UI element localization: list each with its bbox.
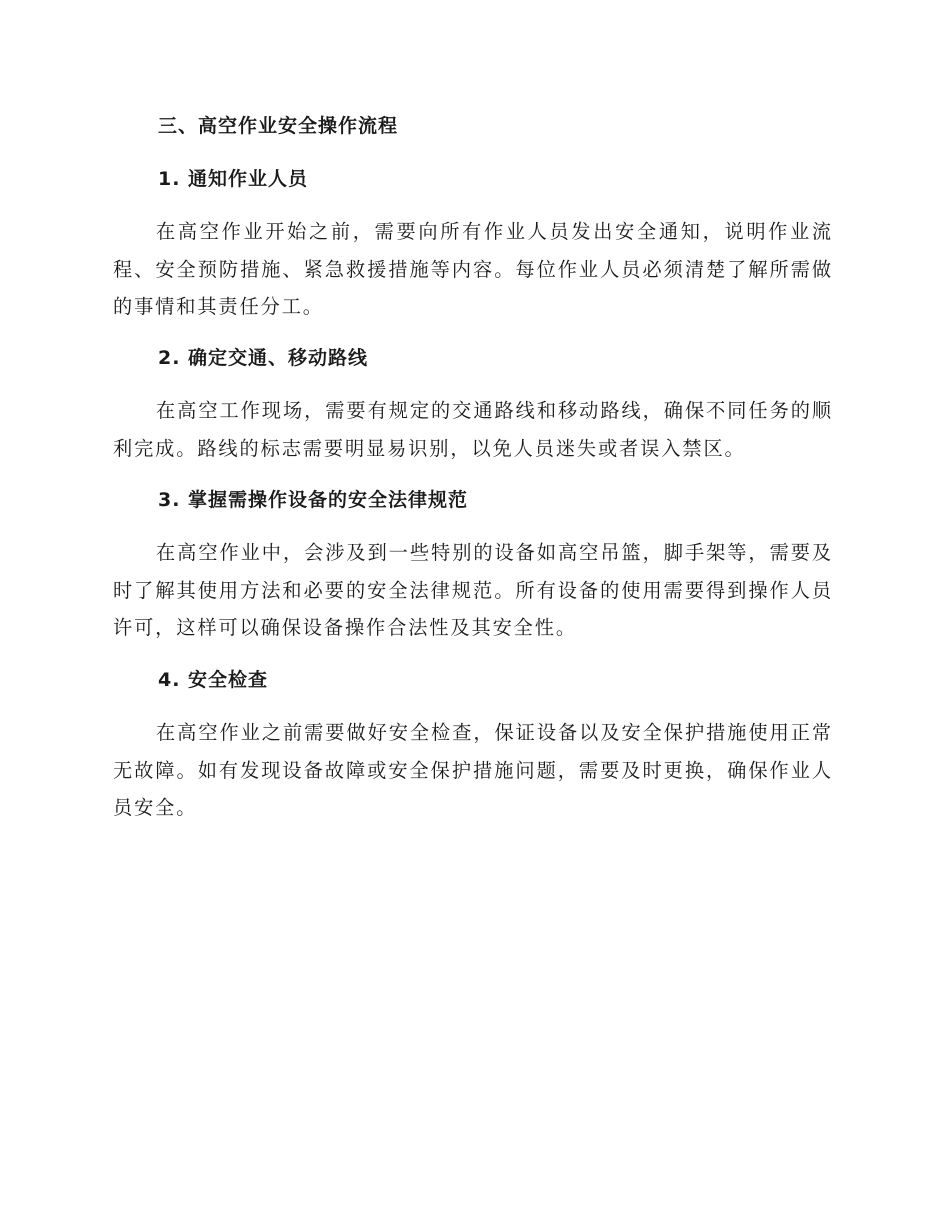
item-body-2: 在高空工作现场，需要有规定的交通路线和移动路线，确保不同任务的顺利完成。路线的标志需要明显易识别，以免人员迷失或者误入禁区。 — [113, 399, 833, 460]
item-heading-1: 1. 通知作业人员 — [158, 168, 309, 190]
item-body-4: 在高空作业之前需要做好安全检查，保证设备以及安全保护措施使用正常无故障。如有发现设备故障或安全保护措施问题，需要及时更换，确保作业人员安全。 — [113, 721, 833, 819]
item-heading-3: 3. 掌握需操作设备的安全法律规范 — [158, 489, 469, 511]
item-heading-2: 2. 确定交通、移动路线 — [158, 347, 369, 369]
section-title: 三、高空作业安全操作流程 — [158, 115, 399, 137]
item-body-3: 在高空作业中，会涉及到一些特别的设备如高空吊篮，脚手架等，需要及时了解其使用方法和必要的安全法律规范。所有设备的使用需要得到操作人员许可，这样可以确保设备操作合法性及其安全性。 — [113, 541, 833, 639]
item-heading-4: 4. 安全检查 — [158, 669, 269, 691]
item-body-1: 在高空作业开始之前，需要向所有作业人员发出安全通知，说明作业流程、安全预防措施、紧急救援措施等内容。每位作业人员必须清楚了解所需做的事情和其责任分工。 — [113, 220, 833, 318]
